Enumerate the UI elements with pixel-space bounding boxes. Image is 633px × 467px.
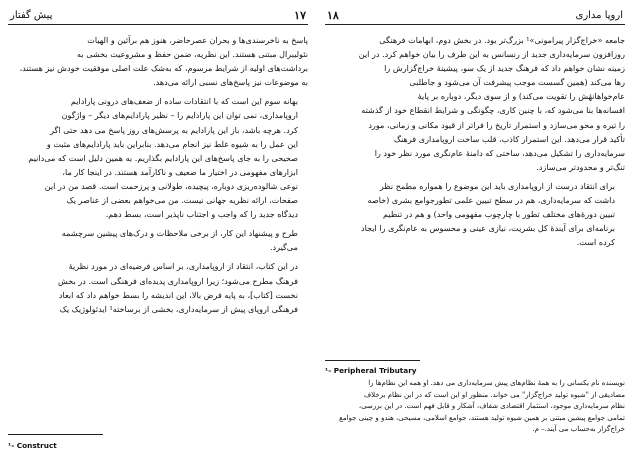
footnote-rule: [325, 360, 420, 361]
footnote-line: مصادیقی از "شیوه تولید خراج‌گزار" می خواند. منظور او این است که در این نظام برخلاف: [363, 390, 625, 399]
text-line: پاسخ به ناخرسندی‌ها و بحران عصرحاضر، هنوز هم برآئین و الهیات: [87, 35, 308, 45]
text-line: برای انتقاد درست از اروپامداری باید این موضوع را همواره مطمح نظر: [379, 180, 615, 191]
text-line: فرهنگی اروپای پیش از سرمایه‌داری، بخشی از برساخته¹ ایدئولوژیک یک: [59, 303, 298, 314]
footnote-latin: ¹- Construct: [8, 441, 57, 450]
text-line: به موضوعات نیز پاسخ‌های نسبی ارائه می‌دهد.: [153, 77, 308, 88]
text-line: اروپامداری، نمی توان این پارادایم را – نظیر پارادایم‌های دیگر – واژگون: [61, 110, 298, 121]
running-head: [325, 8, 625, 25]
text-line: بهانه سوم این است که با انتقادات ساده از ضعف‌های درونی پارادایم: [70, 96, 298, 107]
text-line: طرح و پیشنهاد این کار، از برخی ملاحظات و درک‌های پیشین سرچشمه: [61, 228, 298, 239]
text-line: فرهنگ مطرح می‌شود؛ زیرا اروپامداری پدیده‌ای فرهنگی است. در بخش: [57, 275, 298, 286]
footnote-latin: ¹- Peripheral Tributary: [325, 366, 417, 375]
running-head-title: پیش گفتار: [10, 10, 53, 21]
paragraph: [8, 259, 308, 315]
text-line: سرمایه‌داری را تشکیل می‌دهد، ساختی که دامنهٔ عام‌نگری مورد نظر خود را: [374, 147, 625, 158]
paragraph: [8, 33, 308, 89]
paragraph: [325, 33, 625, 174]
text-line: ابزارهای مفهومی در اختیار ما ضعیف و ناکارآمد هستند. در اینجا کار ما،: [62, 166, 298, 177]
text-line: روزافزون سرمایه‌داری جدید از رنسانس به این طرف را بیان خواهم کرد. در این: [358, 49, 625, 60]
footnote-rule: [8, 434, 103, 435]
footnote-line: نویسنده نام یکسانی را به همهٔ نظام‌های پیش سرمایه‌داری می دهد. او همه این نظام‌ها را: [368, 379, 625, 387]
right-page: [325, 8, 625, 460]
text-line: را تیره و محو می‌سازد و استمرار تاریخ را فراتر از قیود مکانی و زمانی، مورد: [368, 119, 625, 130]
text-line: عام‌خواهانهٔش را تقویت می‌کند) و از سوی دیگر، دوباره بر پایهٔ: [417, 91, 625, 102]
text-line: رها می‌کند (همین گسست موجب پیشرفت آن می‌شود و جاطلبی: [409, 77, 625, 88]
text-line: نئولیبرال مبتنی هستند. این نظریه، ضمن حفظ و مشروعیت بخشی به: [77, 49, 308, 60]
text-line: تأکید قرار می‌دهد. این استمرار کاذب، قلب ساخت اروپامداری فرهنگ: [393, 133, 625, 144]
text-line: صفحات، ارائه نظریه جهانی نیست. من می‌خواهم بعضی از عناصر یک: [66, 195, 298, 206]
footnote-text: [325, 378, 625, 436]
text-line: دیدگاه جدید را که واجب و اجتناب ناپذیر است، بسط دهم.: [105, 209, 298, 220]
page-number: ۱۸: [327, 9, 339, 22]
page-number: ۱۷: [294, 9, 306, 22]
text-line: می‌گیرد.: [269, 242, 298, 253]
text-line: جامعه «خراج‌گزار پیرامونی»¹ بزرگ‌تر بود. در بخش دوم، ابهامات فرهنگی: [379, 35, 625, 45]
running-head-title: اروپا مداری: [575, 10, 623, 21]
left-page: [8, 8, 308, 460]
footnote-line: خراج‌گزار به‌حساب می آیند.– م.: [532, 425, 625, 434]
text-line: این عمل را به شیوه غلط نیز انجام می‌دهد. بنابراین باید پارادایم‌های مثبت و: [46, 138, 298, 149]
text-line: برداشت‌های اولیه از شرایط مرسوم، که به‌شک علت اصلی موفقیت خودش نیز هستند،: [19, 63, 308, 74]
body-text: [8, 33, 308, 316]
body-text: [325, 33, 625, 249]
paragraph: [8, 226, 308, 254]
text-line: داشت که سرمایه‌داری، هم در سطح تبیین علمی تطورجوامع بشری (خاصه: [367, 195, 615, 206]
text-line: نوعی شالوده‌ریزی دوباره، پیچیده، طولانی و پرزحمت است. قصد من در این: [44, 180, 298, 191]
text-line: نخست [کتاب]، به پایه فرض بالا، این اندیشه را بسط خواهم داد که ابعاد: [58, 289, 298, 300]
text-line: تنگ‌تر و محدودتر می‌سازد.: [536, 161, 625, 172]
text-line: برنامه‌ای برای آیندهٔ کل بشریت، نیازی عینی و محسوس به عام‌نگری را ایجاد: [360, 223, 615, 234]
paragraph: [325, 179, 625, 249]
paragraph: [8, 94, 308, 221]
text-line: کرد. هرچه باشد، باز این پارادایم به پرسش‌های روز پاسخ می دهد حتی اگر: [50, 124, 298, 135]
footnote-line: تمامی جوامع پیشین مبتنی بر همین شیوه تولید هستند، جوامع اسلامی، مسیحی، هندو و چینی جوامع: [339, 413, 625, 422]
text-line: صحیحی را به جای پاسخ‌های این پارادایم بگذاریم. به همین دلیل است که می‌دانیم: [28, 152, 298, 163]
running-head: [8, 8, 308, 25]
footnote-line: نظام سرمایه‌داری موجود، استثمار اقتصادی شفاف، آشکار و قابل فهم است. در این بررسی،: [358, 402, 625, 411]
text-line: در این کتاب، انتقاد از اروپامداری، بر اساس فرضیه‌ای در مورد نظریهٔ: [68, 261, 298, 272]
text-line: تبیین دورهٔ‌های مختلف تطور با چارچوب مفهومی واحد) و هم در تنظیم: [383, 209, 615, 220]
text-line: افسانه‌ها بنا می‌شود که، با چنین کاری، چگونگی و شرایط انقطاع خود از گذشته: [361, 105, 625, 116]
text-line: کرده است.: [576, 237, 615, 248]
text-line: زمینه نشان خواهم داد که فرهنگ جدید از یک سو، پیشینهٔ خراج‌گزارش را: [384, 63, 625, 74]
